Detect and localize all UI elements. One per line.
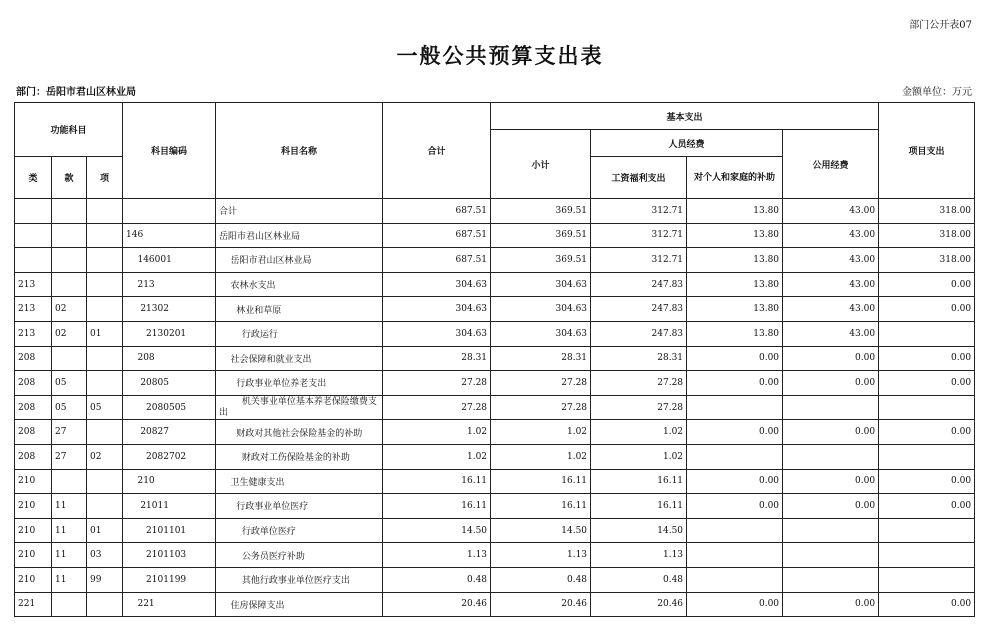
cell-project: 0.00 — [879, 272, 975, 297]
header-project: 项目支出 — [879, 103, 975, 199]
cell-public — [783, 444, 879, 469]
cell-code: 21302 — [123, 297, 216, 322]
cell-public: 0.00 — [783, 371, 879, 396]
cell-xiang — [87, 272, 123, 297]
table-row — [15, 272, 975, 297]
cell-code: 2101103 — [123, 543, 216, 568]
cell-lei: 208 — [15, 395, 52, 420]
cell-individual: 13.80 — [687, 321, 783, 346]
cell-project — [879, 395, 975, 420]
cell-public: 0.00 — [783, 346, 879, 371]
cell-individual — [687, 543, 783, 568]
cell-name: 行政事业单位医疗 — [216, 494, 383, 519]
cell-wages: 1.02 — [591, 444, 687, 469]
cell-total: 304.63 — [383, 272, 491, 297]
cell-kuan: 05 — [52, 395, 87, 420]
header-kuan: 款 — [52, 157, 87, 199]
cell-total: 28.31 — [383, 346, 491, 371]
cell-lei: 210 — [15, 543, 52, 568]
cell-project: 0.00 — [879, 346, 975, 371]
header-public: 公用经费 — [783, 130, 879, 199]
cell-wages: 28.31 — [591, 346, 687, 371]
cell-code: 208 — [123, 346, 216, 371]
cell-xiang: 01 — [87, 321, 123, 346]
form-code: 部门公开表07 — [909, 20, 972, 31]
cell-public — [783, 395, 879, 420]
cell-kuan: 11 — [52, 494, 87, 519]
cell-name: 合计 — [216, 199, 383, 224]
cell-lei: 208 — [15, 444, 52, 469]
cell-xiang — [87, 469, 123, 494]
cell-subtotal: 16.11 — [491, 494, 591, 519]
header-func: 功能科目 — [15, 103, 123, 157]
cell-xiang — [87, 494, 123, 519]
cell-code: 146 — [123, 223, 216, 248]
cell-lei: 208 — [15, 346, 52, 371]
cell-subtotal: 28.31 — [491, 346, 591, 371]
cell-xiang: 01 — [87, 518, 123, 543]
table-row — [15, 199, 975, 224]
cell-total: 304.63 — [383, 297, 491, 322]
cell-project: 0.00 — [879, 592, 975, 617]
table-row — [15, 567, 975, 592]
cell-project — [879, 543, 975, 568]
cell-subtotal: 304.63 — [491, 321, 591, 346]
cell-kuan: 27 — [52, 444, 87, 469]
cell-total: 27.28 — [383, 395, 491, 420]
header-lei: 类 — [15, 157, 52, 199]
cell-name: 行政事业单位养老支出 — [216, 371, 383, 396]
cell-subtotal: 304.63 — [491, 272, 591, 297]
cell-code: 2082702 — [123, 444, 216, 469]
cell-kuan — [52, 248, 87, 273]
cell-wages: 14.50 — [591, 518, 687, 543]
cell-individual: 0.00 — [687, 371, 783, 396]
cell-name: 机关事业单位基本养老保险缴费支出 — [216, 395, 383, 420]
cell-code: 2130201 — [123, 321, 216, 346]
cell-total: 687.51 — [383, 223, 491, 248]
cell-lei: 213 — [15, 272, 52, 297]
cell-wages: 247.83 — [591, 272, 687, 297]
cell-subtotal: 27.28 — [491, 371, 591, 396]
cell-public: 0.00 — [783, 469, 879, 494]
cell-subtotal: 1.02 — [491, 420, 591, 445]
cell-xiang — [87, 592, 123, 617]
cell-project: 0.00 — [879, 371, 975, 396]
cell-subtotal: 1.02 — [491, 444, 591, 469]
cell-subtotal: 1.13 — [491, 543, 591, 568]
cell-individual — [687, 567, 783, 592]
cell-kuan — [52, 346, 87, 371]
cell-project — [879, 321, 975, 346]
cell-total: 687.51 — [383, 199, 491, 224]
table-row — [15, 469, 975, 494]
cell-name: 岳阳市君山区林业局 — [216, 223, 383, 248]
table-row — [15, 346, 975, 371]
cell-wages: 16.11 — [591, 469, 687, 494]
cell-total: 27.28 — [383, 371, 491, 396]
cell-code: 213 — [123, 272, 216, 297]
cell-subtotal: 369.51 — [491, 248, 591, 273]
cell-kuan: 05 — [52, 371, 87, 396]
cell-total: 687.51 — [383, 248, 491, 273]
cell-individual: 13.80 — [687, 199, 783, 224]
cell-lei — [15, 199, 52, 224]
cell-lei: 221 — [15, 592, 52, 617]
budget-table — [14, 102, 975, 617]
cell-xiang — [87, 223, 123, 248]
cell-total: 1.13 — [383, 543, 491, 568]
cell-project: 318.00 — [879, 199, 975, 224]
cell-lei: 210 — [15, 469, 52, 494]
cell-name: 财政对工伤保险基金的补助 — [216, 444, 383, 469]
department-label: 部门：岳阳市君山区林业局 — [16, 87, 136, 98]
cell-code: 2101199 — [123, 567, 216, 592]
cell-xiang — [87, 297, 123, 322]
cell-total: 20.46 — [383, 592, 491, 617]
cell-xiang: 99 — [87, 567, 123, 592]
cell-lei: 213 — [15, 297, 52, 322]
cell-wages: 20.46 — [591, 592, 687, 617]
cell-kuan: 11 — [52, 518, 87, 543]
cell-xiang: 05 — [87, 395, 123, 420]
cell-project — [879, 567, 975, 592]
cell-name: 住房保障支出 — [216, 592, 383, 617]
cell-lei: 208 — [15, 371, 52, 396]
cell-wages: 27.28 — [591, 395, 687, 420]
cell-individual: 0.00 — [687, 420, 783, 445]
cell-wages: 312.71 — [591, 199, 687, 224]
cell-public: 0.00 — [783, 494, 879, 519]
header-name: 科目名称 — [216, 103, 383, 199]
cell-project — [879, 444, 975, 469]
cell-name: 行政单位医疗 — [216, 518, 383, 543]
cell-project: 0.00 — [879, 420, 975, 445]
header-xiang: 项 — [87, 157, 123, 199]
header-subtotal: 小计 — [491, 130, 591, 199]
table-row — [15, 321, 975, 346]
cell-name: 岳阳市君山区林业局 — [216, 248, 383, 273]
cell-kuan — [52, 223, 87, 248]
table-row — [15, 371, 975, 396]
cell-lei — [15, 248, 52, 273]
cell-total: 14.50 — [383, 518, 491, 543]
table-row — [15, 248, 975, 273]
table-row — [15, 297, 975, 322]
cell-kuan: 11 — [52, 543, 87, 568]
cell-individual: 0.00 — [687, 469, 783, 494]
header-individual: 对个人和家庭的补助 — [687, 157, 783, 199]
cell-individual: 0.00 — [687, 592, 783, 617]
cell-individual: 13.80 — [687, 248, 783, 273]
cell-project — [879, 518, 975, 543]
cell-wages: 247.83 — [591, 297, 687, 322]
cell-lei: 213 — [15, 321, 52, 346]
table-row — [15, 543, 975, 568]
cell-code: 2101101 — [123, 518, 216, 543]
cell-code: 2080505 — [123, 395, 216, 420]
cell-code: 20805 — [123, 371, 216, 396]
cell-name: 农林水支出 — [216, 272, 383, 297]
table-row — [15, 444, 975, 469]
cell-wages: 312.71 — [591, 248, 687, 273]
cell-public — [783, 567, 879, 592]
cell-wages: 16.11 — [591, 494, 687, 519]
cell-name: 公务员医疗补助 — [216, 543, 383, 568]
cell-xiang: 03 — [87, 543, 123, 568]
cell-code: 221 — [123, 592, 216, 617]
cell-individual: 13.80 — [687, 272, 783, 297]
table-row — [15, 420, 975, 445]
cell-total: 1.02 — [383, 420, 491, 445]
cell-kuan: 27 — [52, 420, 87, 445]
cell-code: 210 — [123, 469, 216, 494]
cell-name: 林业和草原 — [216, 297, 383, 322]
table-row — [15, 395, 975, 420]
cell-subtotal: 20.46 — [491, 592, 591, 617]
header-personnel: 人员经费 — [591, 130, 783, 157]
cell-subtotal: 0.48 — [491, 567, 591, 592]
cell-kuan — [52, 469, 87, 494]
cell-project: 318.00 — [879, 223, 975, 248]
cell-name: 其他行政事业单位医疗支出 — [216, 567, 383, 592]
table-row — [15, 518, 975, 543]
cell-kuan: 11 — [52, 567, 87, 592]
cell-kuan — [52, 272, 87, 297]
cell-public: 0.00 — [783, 592, 879, 617]
cell-subtotal: 27.28 — [491, 395, 591, 420]
cell-public: 43.00 — [783, 321, 879, 346]
cell-xiang: 02 — [87, 444, 123, 469]
cell-kuan: 02 — [52, 297, 87, 322]
cell-project: 318.00 — [879, 248, 975, 273]
cell-code — [123, 199, 216, 224]
cell-public: 43.00 — [783, 272, 879, 297]
cell-code: 146001 — [123, 248, 216, 273]
cell-project: 0.00 — [879, 494, 975, 519]
table-row — [15, 592, 975, 617]
header-code: 科目编码 — [123, 103, 216, 199]
cell-code: 21011 — [123, 494, 216, 519]
table-row — [15, 223, 975, 248]
cell-total: 16.11 — [383, 469, 491, 494]
cell-public: 43.00 — [783, 199, 879, 224]
cell-name: 财政对其他社会保险基金的补助 — [216, 420, 383, 445]
cell-public — [783, 543, 879, 568]
cell-subtotal: 369.51 — [491, 223, 591, 248]
cell-xiang — [87, 199, 123, 224]
cell-lei — [15, 223, 52, 248]
cell-total: 16.11 — [383, 494, 491, 519]
cell-total: 1.02 — [383, 444, 491, 469]
cell-xiang — [87, 371, 123, 396]
cell-xiang — [87, 346, 123, 371]
cell-xiang — [87, 248, 123, 273]
header-total: 合计 — [383, 103, 491, 199]
cell-total: 304.63 — [383, 321, 491, 346]
cell-total: 0.48 — [383, 567, 491, 592]
cell-xiang — [87, 420, 123, 445]
cell-kuan: 02 — [52, 321, 87, 346]
table-row — [15, 494, 975, 519]
cell-public: 43.00 — [783, 297, 879, 322]
cell-individual: 0.00 — [687, 494, 783, 519]
cell-individual — [687, 518, 783, 543]
cell-lei: 210 — [15, 518, 52, 543]
cell-code: 20827 — [123, 420, 216, 445]
cell-public: 43.00 — [783, 248, 879, 273]
cell-individual — [687, 444, 783, 469]
cell-wages: 0.48 — [591, 567, 687, 592]
cell-wages: 1.13 — [591, 543, 687, 568]
cell-individual — [687, 395, 783, 420]
page-title: 一般公共预算支出表 — [396, 44, 604, 68]
cell-public: 0.00 — [783, 420, 879, 445]
header-basic: 基本支出 — [491, 103, 879, 130]
cell-subtotal: 14.50 — [491, 518, 591, 543]
cell-individual: 13.80 — [687, 297, 783, 322]
cell-kuan — [52, 592, 87, 617]
cell-public — [783, 518, 879, 543]
header-wages: 工资福利支出 — [591, 157, 687, 199]
cell-lei: 210 — [15, 567, 52, 592]
cell-subtotal: 16.11 — [491, 469, 591, 494]
cell-wages: 27.28 — [591, 371, 687, 396]
cell-kuan — [52, 199, 87, 224]
cell-subtotal: 304.63 — [491, 297, 591, 322]
cell-subtotal: 369.51 — [491, 199, 591, 224]
cell-project: 0.00 — [879, 469, 975, 494]
cell-lei: 210 — [15, 494, 52, 519]
cell-wages: 247.83 — [591, 321, 687, 346]
cell-individual: 13.80 — [687, 223, 783, 248]
cell-project: 0.00 — [879, 297, 975, 322]
cell-lei: 208 — [15, 420, 52, 445]
unit-label: 金额单位：万元 — [902, 87, 972, 98]
cell-wages: 312.71 — [591, 223, 687, 248]
cell-wages: 1.02 — [591, 420, 687, 445]
cell-name: 卫生健康支出 — [216, 469, 383, 494]
cell-name: 社会保障和就业支出 — [216, 346, 383, 371]
cell-individual: 0.00 — [687, 346, 783, 371]
cell-name: 行政运行 — [216, 321, 383, 346]
cell-public: 43.00 — [783, 223, 879, 248]
